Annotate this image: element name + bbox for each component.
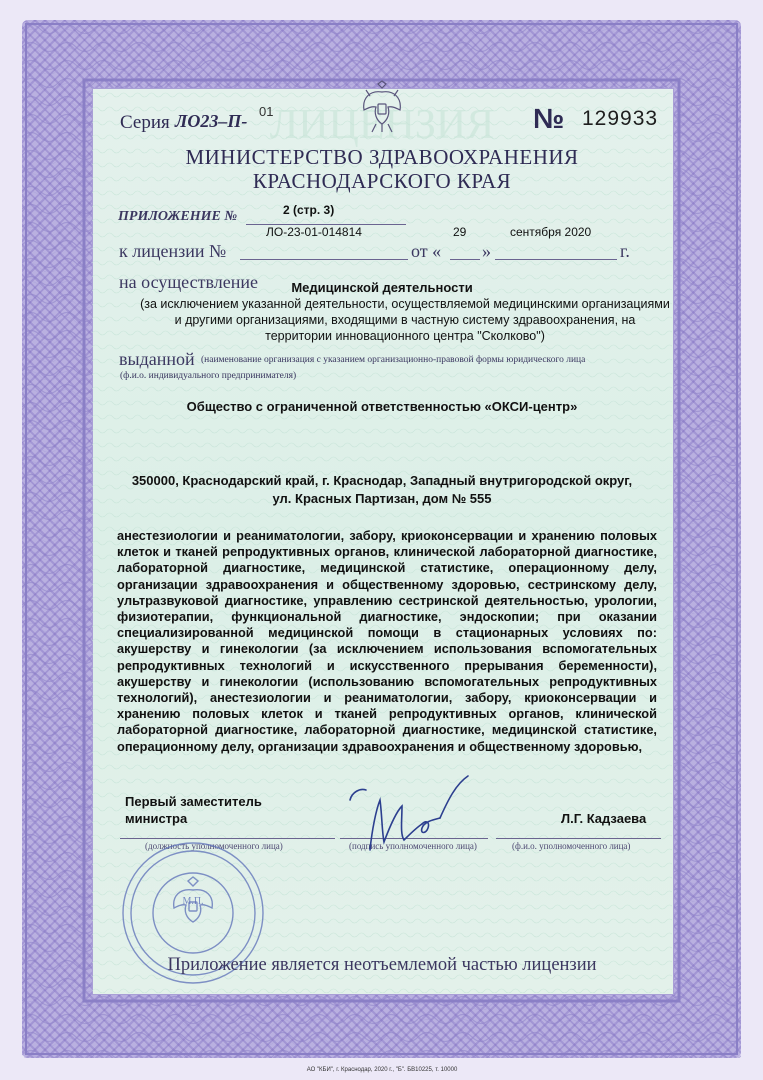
license-month-underline [495, 259, 617, 260]
series-number: 01 [259, 104, 274, 119]
signatory-position-line-1: Первый заместитель [125, 794, 262, 809]
number-value: 129933 [582, 107, 659, 130]
organization-address [92, 472, 672, 508]
services-list: анестезиологии и реаниматологии, забору, криоконсервации и хранению половых клеток и тканей репродуктивных органов, клинической лабораторной диагностике, лабораторной диагностике, медицинской статистике, операционному делу, организации здравоохранения и общественному здоровью, сестринскому делу, ультразвуковой диагностике, управлению сестринской деятельностью, урологии, физиотерапии, функциональной диагностике, эндоскопии; при оказании специализированной медицинской помощи в стационарных условиях по: акушерству и гинекологии (за исключением использования вспомогательных репродуктивных технологий и искусственного прерывания беременности), акушерству и гинекологии (использованию вспомогательных репродуктивных технологий), анестезиологии и реаниматологии, забору, криоконсервации и хранению половых клеток и тканей репродуктивных органов, клинической лабораторной диагностике, лабораторной диагностике, медицинской статистике, операционному делу, организации здравоохранения и общественному здоровью, [117, 528, 657, 754]
organization-name: Общество с ограниченной ответственностью «ОКСИ-центр» [186, 399, 578, 414]
caption-name: (ф.и.о. уполномоченного лица) [512, 841, 631, 851]
stamp-mark: М.П. [182, 896, 204, 907]
license-number: ЛО-23-01-014814 [266, 225, 362, 239]
address-line-2: ул. Красных Партизан, дом № 555 [272, 491, 492, 506]
activity-note: (за исключением указанной деятельности, осуществляемой медицинскими организациями и другими организациями, входящими в частную систему здравоохранения, на территории инновационного центра "Сколково") [140, 297, 670, 343]
issued-label: выданной [119, 349, 195, 369]
issued-note-1: (наименование организация с указанием организационно-правовой формы юридического лица [201, 355, 586, 365]
signatory-position-line-2: министра [125, 811, 188, 826]
signatory-position [125, 793, 262, 827]
caption-position: (должность уполномоченного лица) [145, 841, 283, 851]
license-day: 29 [453, 225, 467, 239]
name-underline [496, 838, 661, 839]
series-label: Серия [120, 112, 170, 133]
ministry-line-1: МИНИСТЕРСТВО ЗДРАВООХРАНЕНИЯ [185, 145, 579, 169]
license-year-suffix: г. [620, 241, 630, 261]
printer-info: АО "КБИ", г. Краснодар, 2020 г., "Б". БВ10225, т. 10000 [306, 1067, 458, 1073]
license-quote-close: » [482, 241, 491, 261]
address-line-1: 350000, Краснодарский край, г. Краснодар, Западный внутригородской округ, [131, 473, 633, 488]
signatory-name: Л.Г. Кадзаева [561, 811, 647, 826]
series-value: ЛО23–П- [175, 111, 248, 131]
activity-label: на осуществление [119, 272, 258, 292]
license-label: к лицензии № [119, 241, 227, 261]
caption-signature: (подпись уполномоченного лица) [349, 841, 477, 851]
license-from-label: от « [411, 241, 442, 261]
license-day-underline [450, 259, 480, 260]
license-number-underline [240, 259, 408, 260]
license-month-year: сентября 2020 [510, 225, 592, 239]
footer-statement: Приложение является неотъемлемой частью лицензии [167, 955, 597, 975]
activity-title: Медицинской деятельности [291, 280, 473, 295]
appendix-label: ПРИЛОЖЕНИЕ № [118, 209, 238, 224]
appendix-value: 2 (стр. 3) [283, 203, 335, 217]
russia-coat-of-arms-icon [358, 80, 406, 134]
svg-text:ЛИЦЕНЗИЯ: ЛИЦЕНЗИЯ [269, 102, 495, 148]
number-label: № [533, 103, 565, 134]
issued-note-2: (ф.и.о. индивидуального предпринимателя) [120, 371, 297, 381]
ministry-line-2: КРАСНОДАРСКОГО КРАЯ [252, 169, 512, 193]
handwritten-signature [330, 770, 480, 860]
